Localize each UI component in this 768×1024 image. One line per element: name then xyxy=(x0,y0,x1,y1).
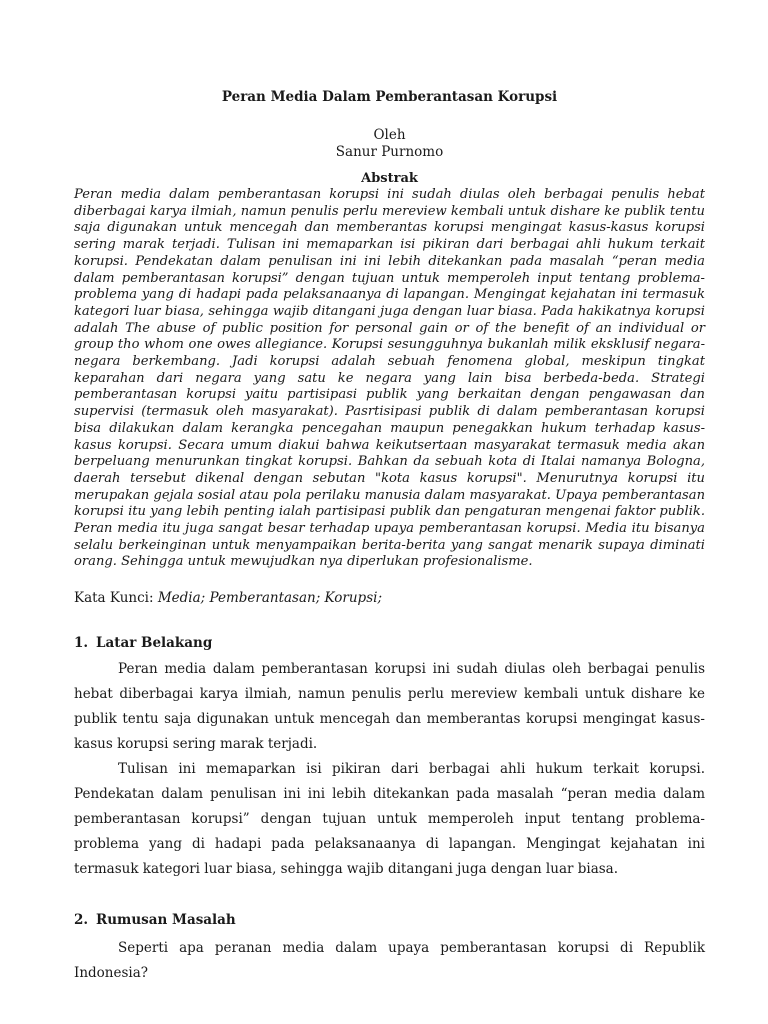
abstract-text: Peran media dalam pemberantasan korupsi ini sudah diulas oleh berbagai penulis hebat diberbagai karya ilmiah, namun penulis perlu mereview kembali untuk dishare ke publik tentu saja digunakan untuk mencegah dan memberantas korupsi mengingat kasus-kasus korupsi sering marak terjadi. Tulisan ini memaparkan isi pikiran dari berbagai ahli hukum terkait korupsi. Pendekatan dalam penulisan ini ini lebih ditekankan pada masalah “peran media dalam pemberantasan korupsi” dengan tujuan untuk memperoleh input tentang problema-problema yang di hadapi pada pelaksanaanya di lapangan. Mengingat kejahatan ini termasuk kategori luar biasa, sehingga wajib ditangani juga dengan luar biasa. Pada hakikatnya korupsi adalah The abuse of public position for personal gain or of the benefit of an individual or group tho whom one owes allegiance. Korupsi sesungguhnya bukanlah milik eksklusif negara-negara berkembang. Jadi korupsi adalah sebuah fenomena global, meskipun tingkat keparahan dari negara yang satu ke negara yang lain bisa berbeda-beda. Strategi pemberantasan korupsi yaitu partisipasi publik yang berkaitan dengan pengawasan dan supervisi (termasuk oleh masyarakat). Pasrtisipasi publik di dalam pemberantasan korupsi bisa dilakukan dalam kerangka pencegahan maupun penegakkan hukum terhadap kasus-kasus korupsi. Secara umum diakui bahwa keikutsertaan masyarakat termasuk media akan berpeluang menurunkan tingkat korupsi. Bahkan da sebuah kota di Italai namanya Bologna, daerah tersebut dikenal dengan sebutan "kota kasus korupsi". Menurutnya korupsi itu merupakan gejala sosial atau pola perilaku manusia dalam masyarakat. Upaya pemberantasan korupsi itu yang lebih penting ialah partisipasi publik dan pengaturan mengenai faktor publik. Peran media itu juga sangat besar terhadap upaya pemberantasan korupsi. Media itu bisanya selalu berkeinginan untuk menyampaikan berita-berita yang sangat menarik supaya diminati orang. Sehingga untuk mewujudkan nya diperlukan profesionalisme. xyxy=(74,187,705,570)
document-title: Peran Media Dalam Pemberantasan Korupsi xyxy=(221,89,558,105)
section-heading-latar-belakang xyxy=(74,634,705,652)
keywords-line xyxy=(74,590,705,607)
abstract-heading: Abstrak xyxy=(361,171,418,186)
section-number: 2. xyxy=(74,912,89,929)
section-number: 1. xyxy=(74,635,89,652)
keywords-label: Kata Kunci: xyxy=(74,590,154,607)
keywords-value: Media; Pemberantasan; Korupsi; xyxy=(157,590,382,607)
document-page xyxy=(74,88,705,986)
section-title: Rumusan Masalah xyxy=(96,912,236,929)
section-title: Latar Belakang xyxy=(96,635,213,652)
body-paragraph: Tulisan ini memaparkan isi pikiran dari berbagai ahli hukum terkait korupsi. Pendekatan dalam penulisan ini ini lebih ditekankan pada masalah “peran media dalam pemberantasan korupsi” dengan tujuan untuk memperoleh input tentang problema-problema yang di hadapi pada pelaksanaanya di lapangan. Mengingat kejahatan ini termasuk kategori luar biasa, sehingga wajib ditangani juga dengan luar biasa. xyxy=(74,761,705,878)
author-name: Sanur Purnomo xyxy=(335,143,444,160)
body-paragraph: Peran media dalam pemberantasan korupsi ini sudah diulas oleh berbagai penulis hebat diberbagai karya ilmiah, namun penulis perlu mereview kembali untuk dishare ke publik tentu saja digunakan untuk mencegah dan memberantas korupsi mengingat kasus-kasus korupsi sering marak terjadi. xyxy=(74,661,705,753)
body-paragraph: Seperti apa peranan media dalam upaya pemberantasan korupsi di Republik Indonesia? xyxy=(74,940,705,982)
section-heading-rumusan-masalah xyxy=(74,911,705,929)
by-label: Oleh xyxy=(373,127,406,143)
